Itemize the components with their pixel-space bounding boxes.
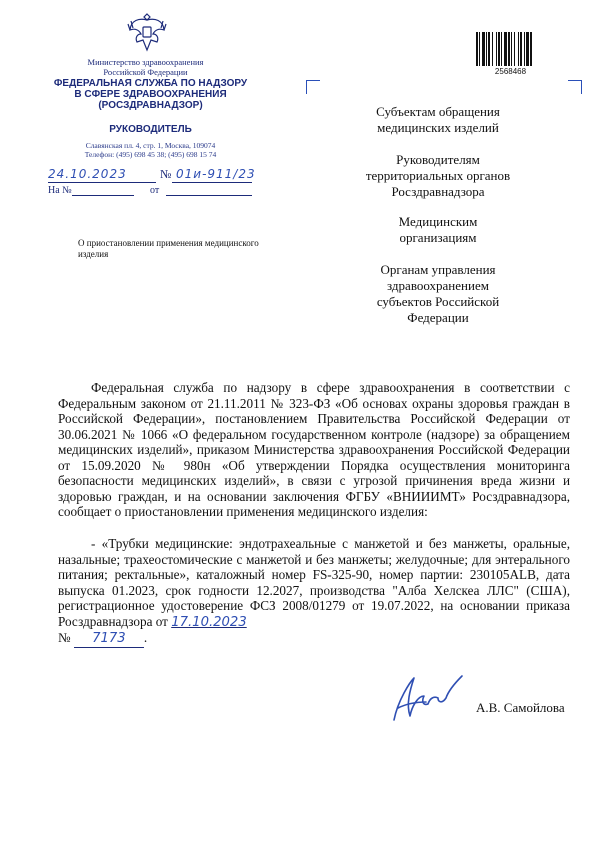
registration-date: 24.10.2023	[48, 167, 127, 181]
ref-date-underline	[166, 195, 252, 196]
barcode-number: 2568468	[494, 67, 527, 76]
order-number-prefix: №	[58, 630, 71, 645]
address-block	[48, 141, 253, 159]
ministry-line: Министерство здравоохранения	[87, 57, 204, 67]
number-prefix: №	[160, 167, 172, 181]
coat-of-arms-emblem	[127, 10, 167, 54]
addressee: Руководителям территориальных органов Росздравнадзора	[365, 152, 511, 199]
subject-line: О приостановлении применения медицинского изделия	[78, 238, 259, 259]
order-number-line	[58, 630, 570, 648]
address-corner-mark	[306, 80, 320, 94]
service-line: В СФЕРЕ ЗДРАВООХРАНЕНИЯ	[74, 89, 227, 100]
service-name	[48, 78, 253, 111]
service-line: (РОСЗДРАВНАДЗОР)	[98, 100, 203, 111]
ministry-name	[58, 57, 233, 77]
ref-from-label: от	[150, 185, 160, 196]
signature	[388, 670, 468, 726]
reference-line	[48, 185, 72, 196]
head-title: РУКОВОДИТЕЛЬ	[109, 124, 192, 135]
order-date: 17.10.2023	[171, 614, 247, 630]
signer-name: А.В. Самойлова	[476, 700, 565, 715]
ministry-line: Российской Федерации	[103, 67, 188, 77]
addressee: Органам управления здравоохранением субъектов Российской Федерации	[376, 262, 500, 325]
ref-prefix: На №	[48, 185, 72, 196]
order-suffix: .	[143, 630, 148, 645]
address-line: Славянская пл. 4, стр. 1, Москва, 109074	[85, 141, 216, 150]
address-line: Телефон: (495) 698 45 38; (495) 698 15 74	[84, 150, 217, 159]
device-description: - «Трубки медицинские: эндотрахеальные с манжетой и без манжеты, оральные, назальные; трахеостомические с манжетой и без манжеты; желудочные; для энтерального питания; ректальные», каталожный номер FS-325-90, номер партии: 230105ALB, дата выпуска 01.2023, срок годности 12.2027, производства "Алба Хелскеа ЛЛС" (США), регистрационное удостоверение ФСЗ 2008/01279 от 19.07.2022, на основании приказа Росздравнадзора от	[58, 536, 570, 629]
ref-number-underline	[72, 195, 134, 196]
barcode-stripe	[532, 32, 533, 66]
addressee: Медицинским организациям	[398, 214, 478, 245]
barcode	[476, 32, 545, 66]
addressee: Субъектам обращения медицинских изделий	[376, 104, 500, 135]
service-line: ФЕДЕРАЛЬНАЯ СЛУЖБА ПО НАДЗОРУ	[53, 78, 248, 89]
body-paragraph: Федеральная служба по надзору в сфере здравоохранения в соответствии с Федеральным законом от 21.11.2011 № 323-ФЗ «Об основах охраны здоровья граждан в Российской Федерации», постановлением Правительства Российской Федерации от 30.06.2021 № 1066 «О федеральном государственном контроле (надзоре) за обращением медицинских изделий», приказом Министерства здравоохранения Российской Федерации от 15.09.2020 № 980н «Об утверждении Порядка осуществления мониторинга безопасности медицинских изделий», в связи с угрозой причинения вреда жизни и здоровью граждан, и на основании заключения ФГБУ «ВНИИИМТ» Росздравнадзора, сообщает о приостановлении применения медицинского изделия:	[58, 380, 570, 519]
date-underline	[48, 182, 156, 183]
letter-body	[58, 380, 570, 520]
registration-number: 01и-911/23	[176, 167, 256, 181]
body-paragraph	[58, 536, 570, 630]
letter-body-item	[58, 536, 570, 648]
order-number: 7173	[74, 631, 144, 648]
address-corner-mark	[568, 80, 582, 94]
number-underline	[172, 182, 252, 183]
